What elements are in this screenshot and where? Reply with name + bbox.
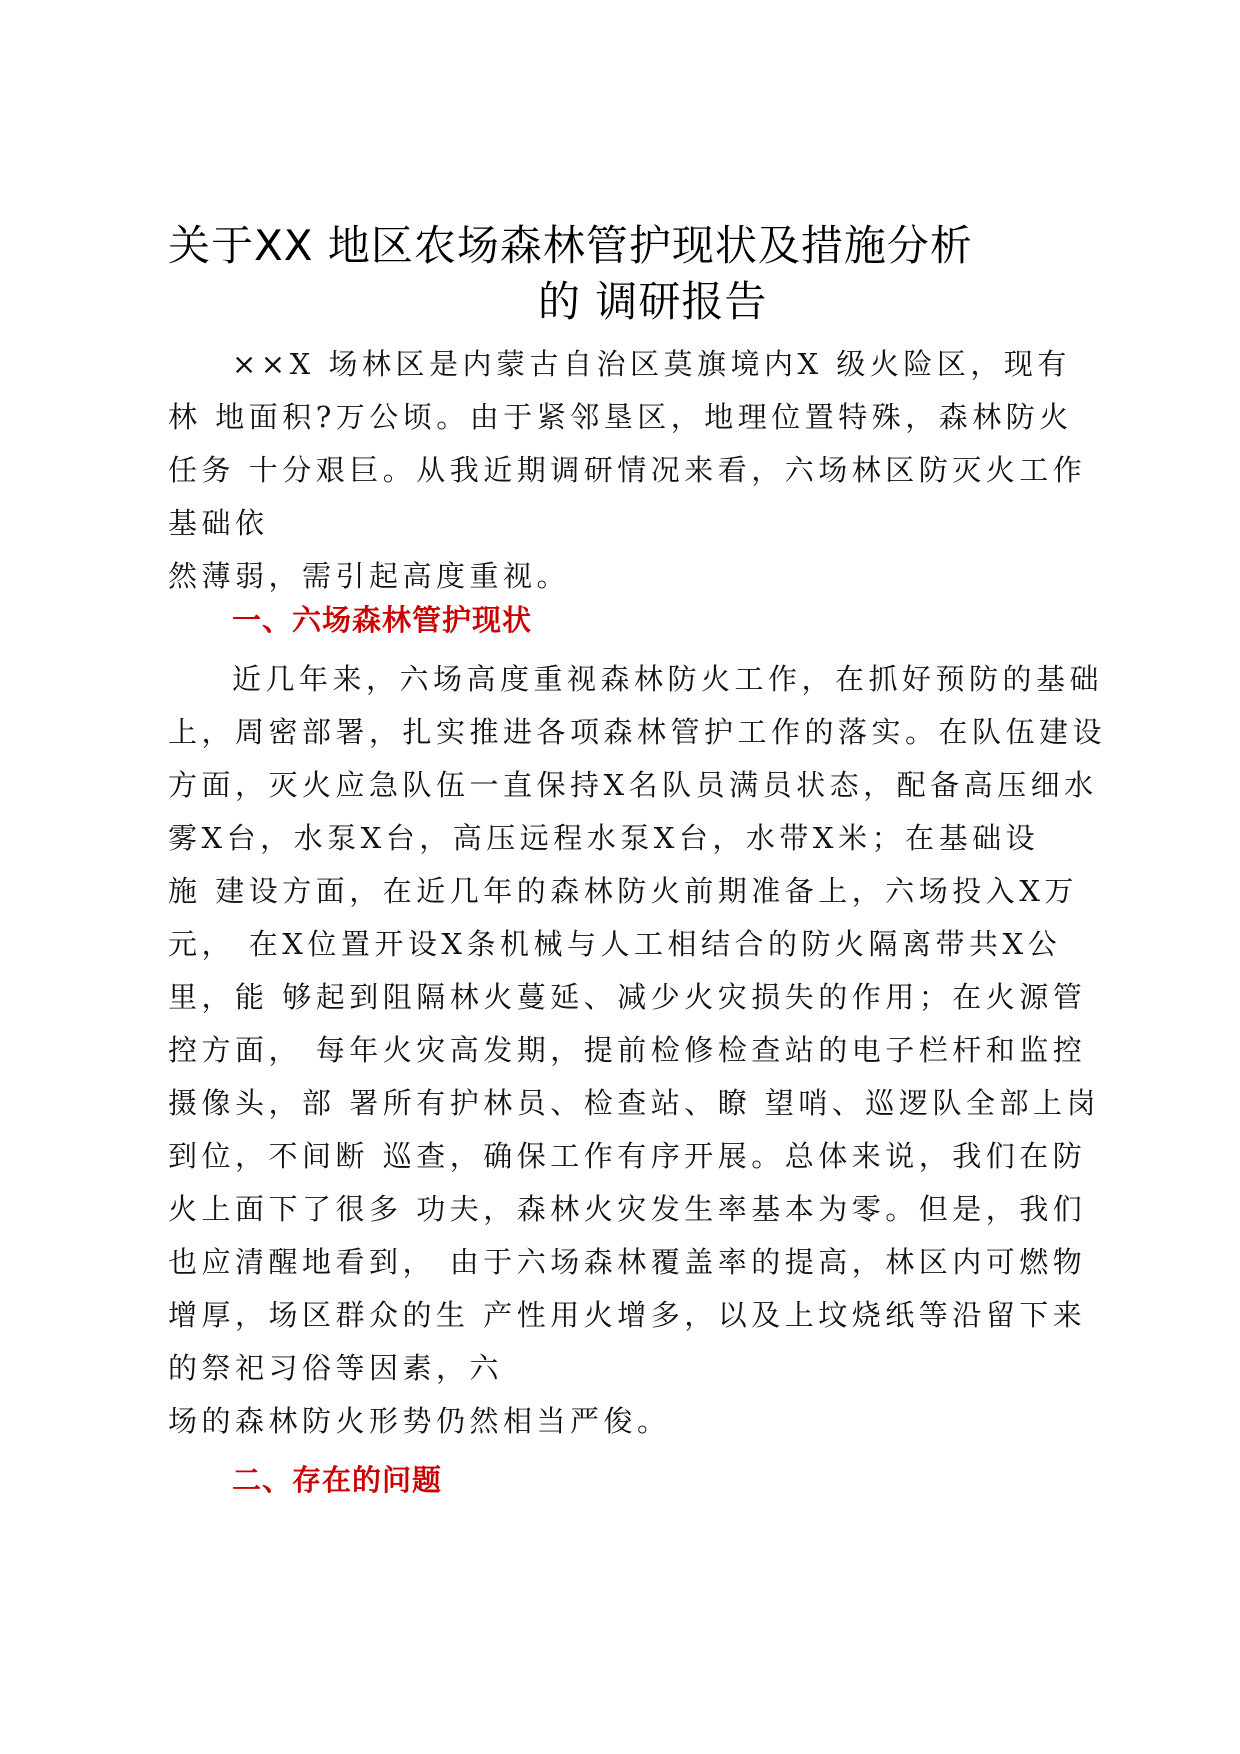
section1-line: 场的森林防火形势仍然相当严俊。 xyxy=(168,1404,671,1438)
section1-line: 控方面， 每年火灾高发期，提前检修检查站的电子栏杆和监控 xyxy=(168,1033,1087,1067)
section-heading-1: 一、六场森林管护现状 xyxy=(232,603,533,637)
section1-line: 施 建设方面，在近几年的森林防火前期准备上，六场投入X万 xyxy=(168,874,1078,908)
section-heading-2: 二、存在的问题 xyxy=(232,1463,443,1497)
section1-line: 的祭祀习俗等因素，六 xyxy=(168,1351,504,1385)
intro-line: 林 地面积?万公顷。由于紧邻垦区，地理位置特殊，森林防火 xyxy=(168,400,1073,434)
intro-line: 然薄弱，需引起高度重视。 xyxy=(168,559,571,593)
section1-line: 上，周密部署，扎实推进各项森林管护工作的落实。在队伍建设 xyxy=(168,715,1107,749)
section1-line: 雾X台，水泵X台，高压远程水泵X台，水带X米；在基础设 xyxy=(168,821,1040,855)
intro-line: 基础依 xyxy=(168,506,269,540)
section1-line: 增厚，场区群众的生 产性用火增多，以及上坟烧纸等沿留下来 xyxy=(168,1298,1087,1332)
section1-line: 方面，灭火应急队伍一直保持X名队员满员状态，配备高压细水 xyxy=(168,768,1098,802)
section1-line: 近几年来，六场高度重视森林防火工作，在抓好预防的基础 xyxy=(232,662,1104,696)
section1-line: 火上面下了很多 功夫，森林火灾发生率基本为零。但是，我们 xyxy=(168,1192,1087,1226)
section1-line: 摄像头，部 署所有护林员、检查站、瞭 望哨、巡逻队全部上岗 xyxy=(168,1086,1100,1120)
intro-line: 任务 十分艰巨。从我近期调研情况来看，六场林区防灭火工作 xyxy=(168,453,1087,487)
section1-line: 元， 在X位置开设X条机械与人工相结合的防火隔离带共X公 xyxy=(168,927,1062,961)
section1-paragraph xyxy=(168,653,1107,1448)
title-line-2: 的 调研报告 xyxy=(538,277,768,326)
section1-line: 里，能 够起到阻隔林火蔓延、减少火灾损失的作用；在火源管 xyxy=(168,980,1087,1014)
intro-paragraph xyxy=(168,338,1088,603)
section1-line: 也应清醒地看到， 由于六场森林覆盖率的提高，林区内可燃物 xyxy=(168,1245,1087,1279)
intro-line: ××X 场林区是内蒙古自治区莫旗境内X 级火险区，现有 xyxy=(232,347,1071,381)
document-title xyxy=(168,218,1088,330)
title-line-1: 关于XX 地区农场森林管护现状及措施分析 xyxy=(168,221,973,270)
section1-line: 到位，不间断 巡查，确保工作有序开展。总体来说，我们在防 xyxy=(168,1139,1087,1173)
